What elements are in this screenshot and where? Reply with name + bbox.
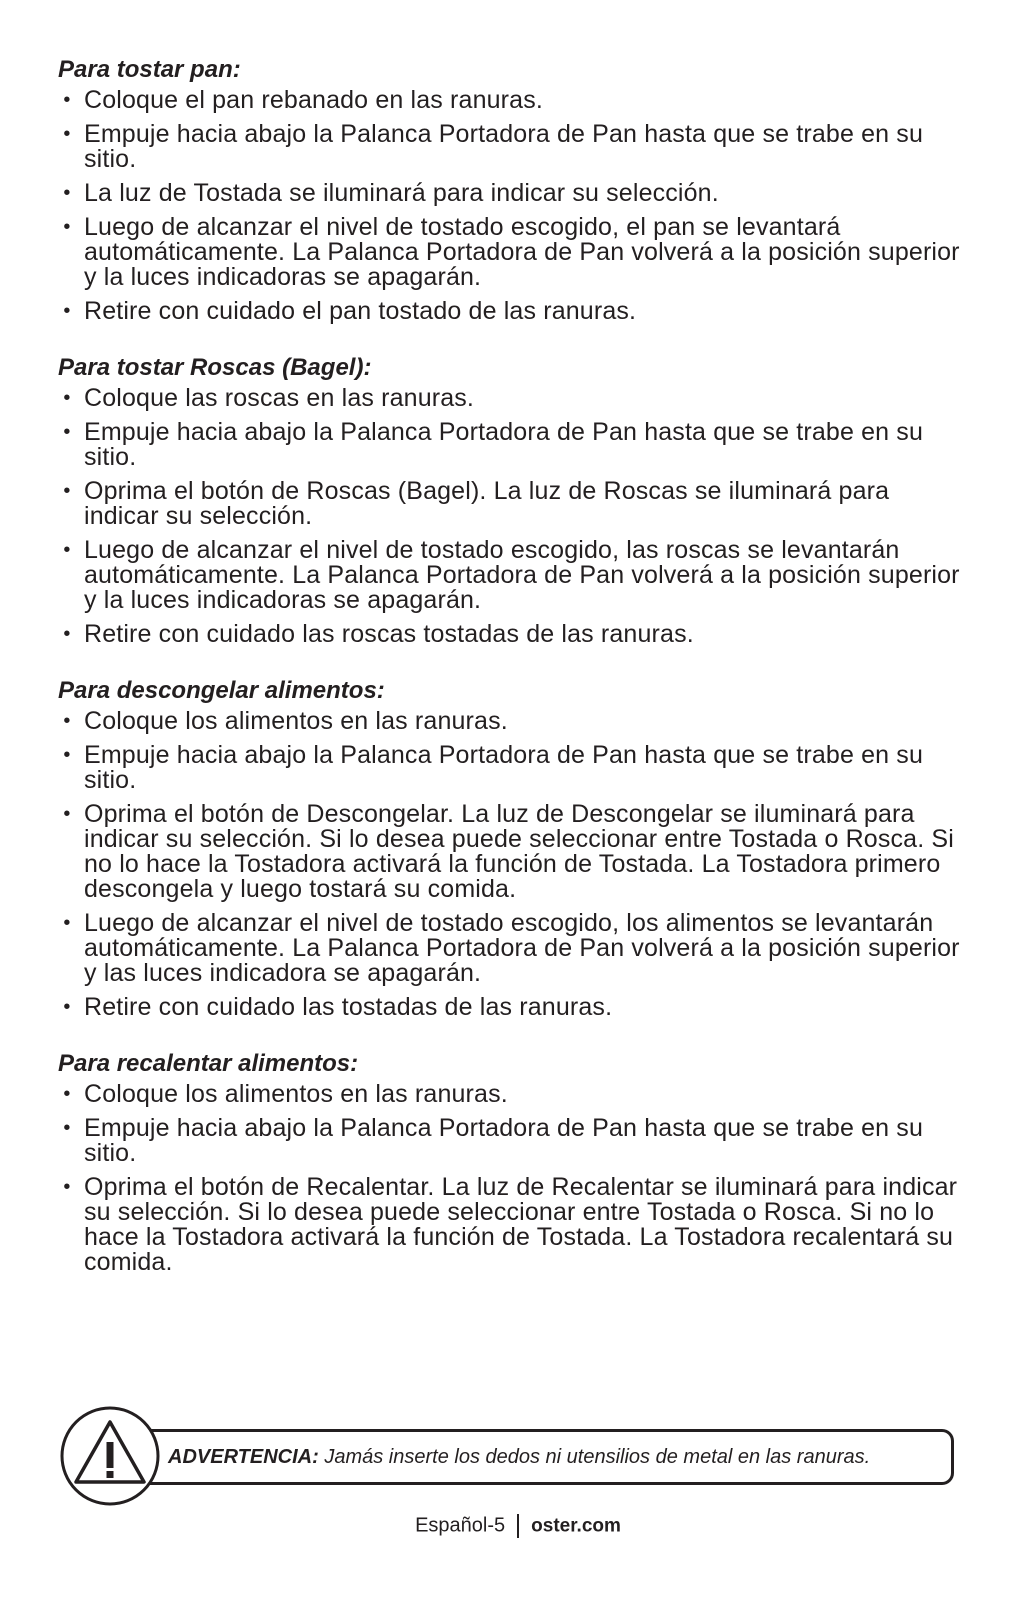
bullet-icon: • bbox=[63, 539, 71, 561]
bullet-icon: • bbox=[63, 123, 71, 145]
step-list bbox=[58, 88, 968, 324]
section-title: Para tostar pan: bbox=[58, 56, 241, 83]
bullet-icon: • bbox=[63, 803, 71, 825]
section-title: Para tostar Roscas (Bagel): bbox=[58, 354, 372, 381]
list-item: • Coloque las roscas en las ranuras. bbox=[58, 386, 968, 411]
list-item: • Luego de alcanzar el nivel de tostado escogido, los alimentos se levantarán automáticamente. La Palanca Portadora de Pan volverá a la posición superior y las luces indicadora se apagarán. bbox=[58, 911, 968, 986]
footer-divider bbox=[517, 1514, 519, 1538]
bullet-icon: • bbox=[63, 387, 71, 409]
step-list bbox=[58, 386, 968, 647]
list-item: • Retire con cuidado las roscas tostadas de las ranuras. bbox=[58, 622, 968, 647]
list-item: • Empuje hacia abajo la Palanca Portadora de Pan hasta que se trabe en su sitio. bbox=[58, 420, 968, 470]
page-footer bbox=[0, 1514, 1036, 1538]
warning-message: Jamás inserte los dedos ni utensilios de metal en las ranuras. bbox=[324, 1446, 871, 1468]
section-bagel bbox=[58, 354, 968, 647]
list-item: • Empuje hacia abajo la Palanca Portadora de Pan hasta que se trabe en su sitio. bbox=[58, 1116, 968, 1166]
section-reheat bbox=[58, 1050, 968, 1275]
bullet-icon: • bbox=[63, 480, 71, 502]
warning-text bbox=[168, 1446, 941, 1469]
section-defrost bbox=[58, 677, 968, 1020]
bullet-icon: • bbox=[63, 1176, 71, 1198]
list-item: • Retire con cuidado el pan tostado de las ranuras. bbox=[58, 299, 968, 324]
page-number: Español-5 bbox=[415, 1514, 506, 1537]
step-list bbox=[58, 1082, 968, 1275]
list-item: • Retire con cuidado las tostadas de las ranuras. bbox=[58, 995, 968, 1020]
bullet-icon: • bbox=[63, 623, 71, 645]
list-item: • Oprima el botón de Descongelar. La luz de Descongelar se iluminará para indicar su selección. Si lo desea puede seleccionar entre Tostada o Rosca. Si no lo hace la Tostadora activará la función de Tostada. La Tostadora primero descongela y luego tostará su comida. bbox=[58, 802, 968, 902]
list-item: • La luz de Tostada se iluminará para indicar su selección. bbox=[58, 181, 968, 206]
section-title: Para descongelar alimentos: bbox=[58, 677, 385, 704]
warning-box bbox=[148, 1429, 954, 1485]
website-link[interactable]: oster.com bbox=[531, 1515, 621, 1537]
list-item: • Luego de alcanzar el nivel de tostado escogido, el pan se levantará automáticamente. La Palanca Portadora de Pan volverá a la posición superior y la luces indicadoras se apagarán. bbox=[58, 215, 968, 290]
list-item: • Oprima el botón de Roscas (Bagel). La luz de Roscas se iluminará para indicar su selección. bbox=[58, 479, 968, 529]
list-item: • Coloque los alimentos en las ranuras. bbox=[58, 1082, 968, 1107]
section-toast bbox=[58, 56, 968, 324]
bullet-icon: • bbox=[63, 89, 71, 111]
bullet-icon: • bbox=[63, 912, 71, 934]
list-item: • Coloque el pan rebanado en las ranuras. bbox=[58, 88, 968, 113]
step-list bbox=[58, 709, 968, 1020]
bullet-icon: • bbox=[63, 710, 71, 732]
bullet-icon: • bbox=[63, 421, 71, 443]
bullet-icon: • bbox=[63, 300, 71, 322]
bullet-icon: • bbox=[63, 182, 71, 204]
bullet-icon: • bbox=[63, 744, 71, 766]
section-title: Para recalentar alimentos: bbox=[58, 1050, 359, 1077]
warning-triangle-icon bbox=[58, 1404, 162, 1508]
warning-callout bbox=[58, 1404, 958, 1508]
bullet-icon: • bbox=[63, 1117, 71, 1139]
bullet-icon: • bbox=[63, 216, 71, 238]
list-item: • Coloque los alimentos en las ranuras. bbox=[58, 709, 968, 734]
bullet-icon: • bbox=[63, 1083, 71, 1105]
manual-page bbox=[58, 56, 968, 1305]
bullet-icon: • bbox=[63, 996, 71, 1018]
warning-label: ADVERTENCIA: bbox=[168, 1446, 319, 1468]
list-item: • Oprima el botón de Recalentar. La luz de Recalentar se iluminará para indicar su selección. Si lo desea puede seleccionar entre Tostada o Rosca. Si no lo hace la Tostadora activará la función de Tostada. La Tostadora recalentará su comida. bbox=[58, 1175, 968, 1275]
list-item: • Luego de alcanzar el nivel de tostado escogido, las roscas se levantarán automáticamente. La Palanca Portadora de Pan volverá a la posición superior y la luces indicadoras se apagarán. bbox=[58, 538, 968, 613]
list-item: • Empuje hacia abajo la Palanca Portadora de Pan hasta que se trabe en su sitio. bbox=[58, 743, 968, 793]
list-item: • Empuje hacia abajo la Palanca Portadora de Pan hasta que se trabe en su sitio. bbox=[58, 122, 968, 172]
